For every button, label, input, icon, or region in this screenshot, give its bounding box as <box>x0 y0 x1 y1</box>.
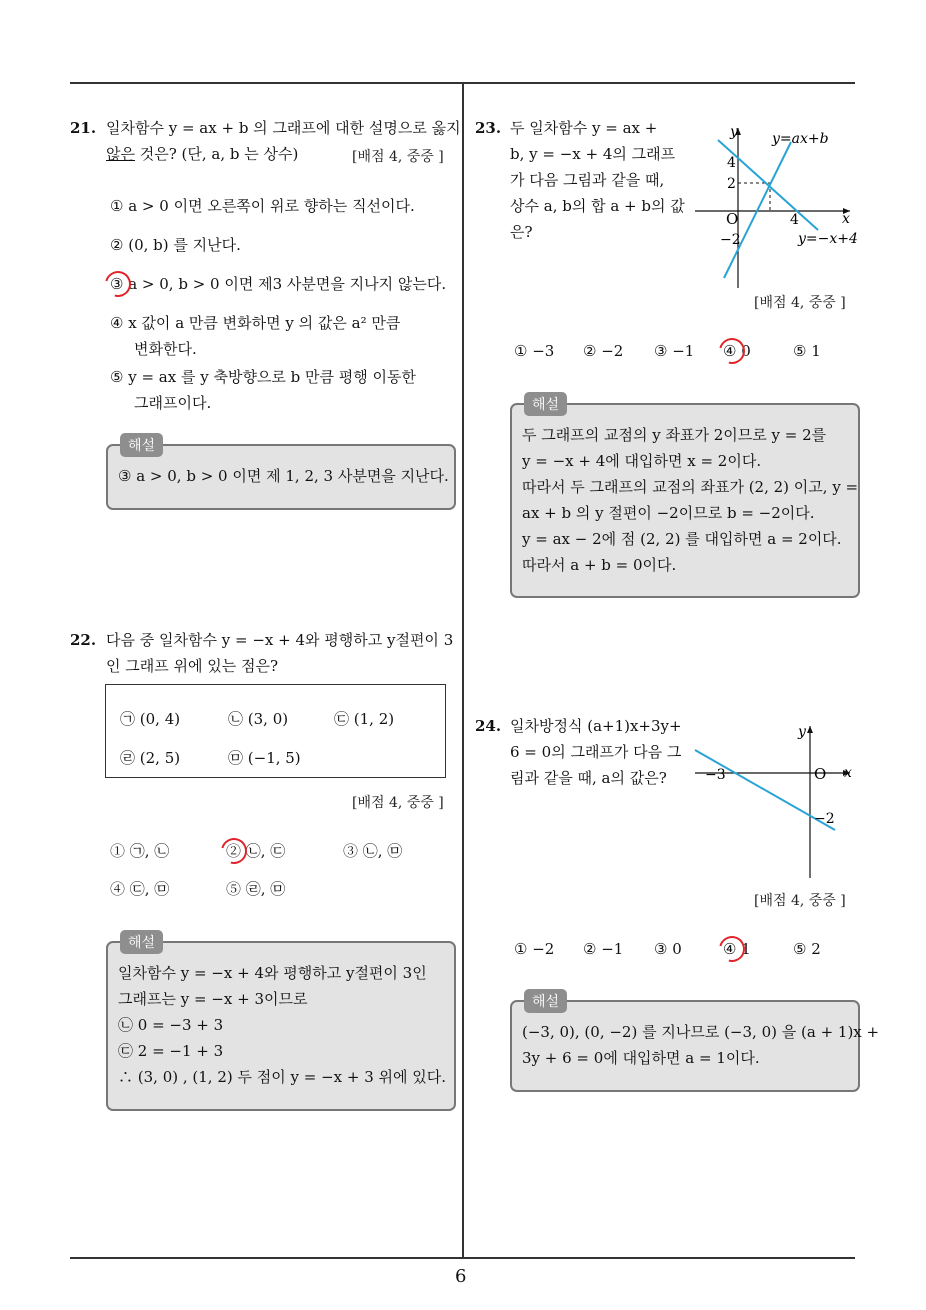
tick-label: −2 <box>814 811 835 827</box>
question-text-line: 않은 것은? (단, a, b 는 상수) <box>106 145 299 163</box>
line-label: y=ax+b <box>772 131 829 147</box>
solution-line: 3y + 6 = 0에 대입하면 a = 1이다. <box>522 1049 760 1067</box>
option-5[interactable]: ⑤ 2 <box>793 940 821 958</box>
box-item: ㉢ (1, 2) <box>334 710 395 728</box>
question-text-line: 6 = 0의 그래프가 다음 그 <box>510 743 682 761</box>
tick-label: −2 <box>720 232 741 248</box>
score-label: [배점 4, 중중 ] <box>754 893 846 909</box>
solution-line: 그래프는 y = −x + 3이므로 <box>118 990 308 1008</box>
origin-label: O <box>726 210 739 228</box>
line-label: y=−x+4 <box>798 231 858 247</box>
option-4[interactable]: ④ 0 <box>723 342 751 360</box>
option-2[interactable]: ② −1 <box>583 940 624 958</box>
column-divider <box>462 83 464 1258</box>
question-text-line: 은? <box>510 223 533 241</box>
option-5-cont: 그래프이다. <box>134 394 212 412</box>
bottom-rule <box>70 1257 855 1259</box>
option-5[interactable]: ⑤ y = ax 를 y 축방향으로 b 만큼 평행 이동한 <box>110 368 417 386</box>
question-text-line: 림과 같을 때, a의 값은? <box>510 769 667 787</box>
solution-line: 두 그래프의 교점의 y 좌표가 2이므로 y = 2를 <box>522 426 827 444</box>
score-label: [배점 4, 중중 ] <box>352 149 444 165</box>
question-text-line: 일차함수 y = ax + b 의 그래프에 대한 설명으로 옳지 <box>106 119 461 137</box>
tick-label: 4 <box>790 212 799 228</box>
option-3[interactable]: ③ ㉡, ㉤ <box>343 842 403 860</box>
score-label: [배점 4, 중중 ] <box>352 795 444 811</box>
solution-tag: 해설 <box>120 433 163 457</box>
option-2[interactable]: ② ㉡, ㉢ <box>226 842 286 860</box>
solution-line: (−3, 0), (0, −2) 를 지나므로 (−3, 0) 을 (a + 1)x + <box>522 1023 880 1041</box>
solution-line: y = −x + 4에 대입하면 x = 2이다. <box>522 452 762 470</box>
option-4[interactable]: ④ 1 <box>723 940 751 958</box>
option-2[interactable]: ② −2 <box>583 342 624 360</box>
page-number: 6 <box>455 1266 467 1287</box>
option-3[interactable]: ③ 0 <box>654 940 682 958</box>
graph-q24 <box>690 720 860 880</box>
question-number: 23. <box>475 119 502 137</box>
solution-line: 일차함수 y = −x + 4와 평행하고 y절편이 3인 <box>118 964 427 982</box>
option-4[interactable]: ④ ㉢, ㉤ <box>110 880 170 898</box>
axis-label-y: y <box>798 724 806 740</box>
option-1[interactable]: ① −3 <box>514 342 555 360</box>
score-label: [배점 4, 중중 ] <box>754 295 846 311</box>
solution-tag: 해설 <box>524 989 567 1013</box>
box-item: ㉣ (2, 5) <box>120 749 181 767</box>
solution-line: ax + b 의 y 절편이 −2이므로 b = −2이다. <box>522 504 815 522</box>
tick-label: 4 <box>727 155 736 171</box>
solution-line: 따라서 a + b = 0이다. <box>522 556 677 574</box>
solution-line: ㉢ 2 = −1 + 3 <box>118 1042 224 1060</box>
question-number: 22. <box>70 631 97 649</box>
option-4-cont: 변화한다. <box>134 340 197 358</box>
axis-label-y: y <box>730 124 738 140</box>
option-1[interactable]: ① −2 <box>514 940 555 958</box>
solution-line: y = ax − 2에 점 (2, 2) 를 대입하면 a = 2이다. <box>522 530 842 548</box>
option-1[interactable]: ① ㉠, ㉡ <box>110 842 170 860</box>
question-text-line: 두 일차함수 y = ax + <box>510 119 658 137</box>
box-item: ㉠ (0, 4) <box>120 710 181 728</box>
option-5[interactable]: ⑤ ㉣, ㉤ <box>226 880 286 898</box>
option-3[interactable]: ③ −1 <box>654 342 695 360</box>
option-2[interactable]: ② (0, b) 를 지난다. <box>110 236 241 254</box>
solution-tag: 해설 <box>120 930 163 954</box>
question-text-line: 가 다음 그림과 같을 때, <box>510 171 665 189</box>
axis-label-x: x <box>844 765 852 781</box>
solution-line: ㉡ 0 = −3 + 3 <box>118 1016 224 1034</box>
solution-line: ∴ (3, 0) , (1, 2) 두 점이 y = −x + 3 위에 있다. <box>118 1068 447 1086</box>
axis-label-x: x <box>842 211 850 227</box>
solution-tag: 해설 <box>524 392 567 416</box>
question-text-line: 다음 중 일차함수 y = −x + 4와 평행하고 y절편이 3 <box>106 631 454 649</box>
option-4[interactable]: ④ x 값이 a 만큼 변화하면 y 의 값은 a² 만큼 <box>110 314 401 332</box>
option-3[interactable]: ③ a > 0, b > 0 이면 제3 사분면을 지나지 않는다. <box>110 275 447 293</box>
solution-box <box>510 1000 860 1092</box>
tick-label: −3 <box>705 767 726 783</box>
question-text-line: 일차방정식 (a+1)x+3y+ <box>510 717 682 735</box>
question-text-line: 상수 a, b의 합 a + b의 값 <box>510 197 685 215</box>
question-text-line: b, y = −x + 4의 그래프 <box>510 145 676 163</box>
box-item: ㉡ (3, 0) <box>228 710 289 728</box>
origin-label: O <box>814 765 827 783</box>
tick-label: 2 <box>727 176 736 192</box>
option-1[interactable]: ① a > 0 이면 오른쪽이 위로 향하는 직선이다. <box>110 197 415 215</box>
question-number: 24. <box>475 717 502 735</box>
graph-q23 <box>690 120 860 290</box>
box-item: ㉤ (−1, 5) <box>228 749 301 767</box>
question-text-line: 인 그래프 위에 있는 점은? <box>106 657 279 675</box>
solution-line: 따라서 두 그래프의 교점의 좌표가 (2, 2) 이고, y = <box>522 478 859 496</box>
emphasis-not: 않은 <box>106 145 135 163</box>
option-5[interactable]: ⑤ 1 <box>793 342 821 360</box>
solution-line: ③ a > 0, b > 0 이면 제 1, 2, 3 사분면을 지난다. <box>118 467 449 485</box>
question-number: 21. <box>70 119 97 137</box>
